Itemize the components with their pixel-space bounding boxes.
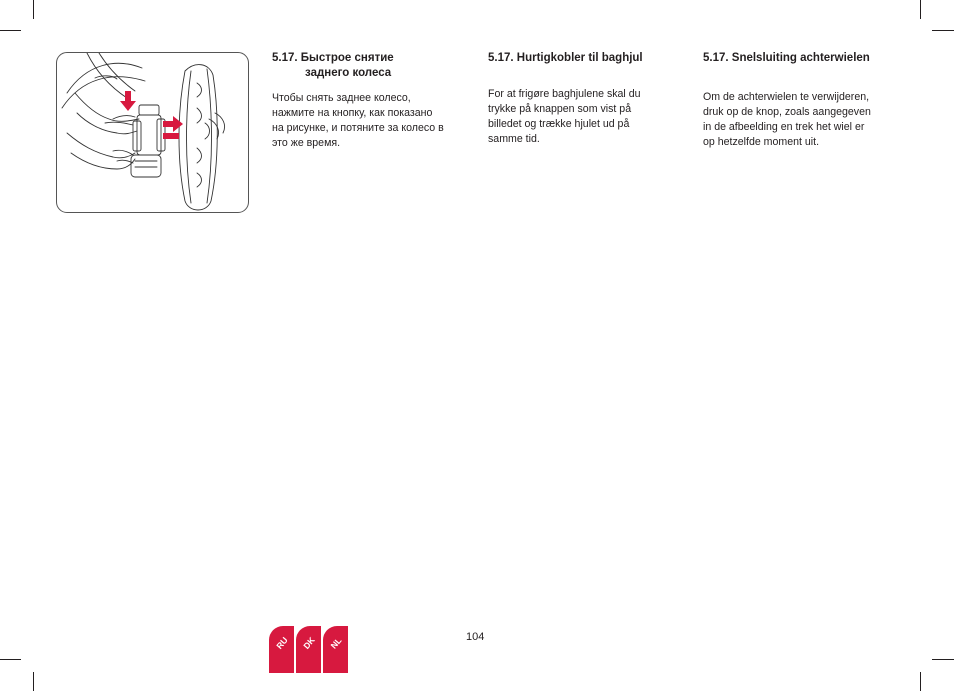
section-ru [272, 51, 472, 151]
language-tab-ru [269, 626, 294, 673]
language-tab-label: DK [301, 635, 317, 651]
section-heading: 5.17. Snelsluiting achterwielen [703, 52, 870, 64]
stroller-rear-wheel-release-illustration [57, 53, 249, 213]
crop-mark [33, 0, 34, 19]
section-body: Om de achterwielen te verwijderen, druk op de knop, zoals aangegeven in de afbeelding en trek het wiel er op hetzelfde moment uit. [703, 91, 871, 148]
page-number: 104 [466, 631, 485, 643]
language-tab-label: RU [274, 635, 290, 651]
crop-mark [33, 672, 34, 691]
section-body: For at frigøre baghjulene skal du trykke på knappen som vist på billedet og trække hjulet ud på samme tid. [488, 88, 641, 145]
language-tab-label: NL [328, 635, 344, 651]
crop-mark [920, 672, 921, 691]
section-heading [272, 51, 472, 81]
crop-mark [932, 659, 954, 660]
section-nl [703, 51, 903, 150]
section-dk [488, 51, 678, 147]
crop-mark [0, 30, 21, 31]
section-body: Чтобы снять заднее колесо, нажмите на кнопку, как показано на рисунке, и потяните за колесо в это же время. [272, 92, 444, 149]
heading-line: 5.17. Быстрое снятие [272, 52, 394, 64]
crop-mark [920, 0, 921, 19]
heading-line: заднего колеса [305, 67, 392, 79]
language-tab-dk [296, 626, 321, 673]
section-heading: 5.17. Hurtigkobler til baghjul [488, 52, 643, 64]
language-tab-nl [323, 626, 348, 673]
crop-mark [932, 30, 954, 31]
wheel-release-figure [56, 52, 249, 213]
crop-mark [0, 659, 21, 660]
